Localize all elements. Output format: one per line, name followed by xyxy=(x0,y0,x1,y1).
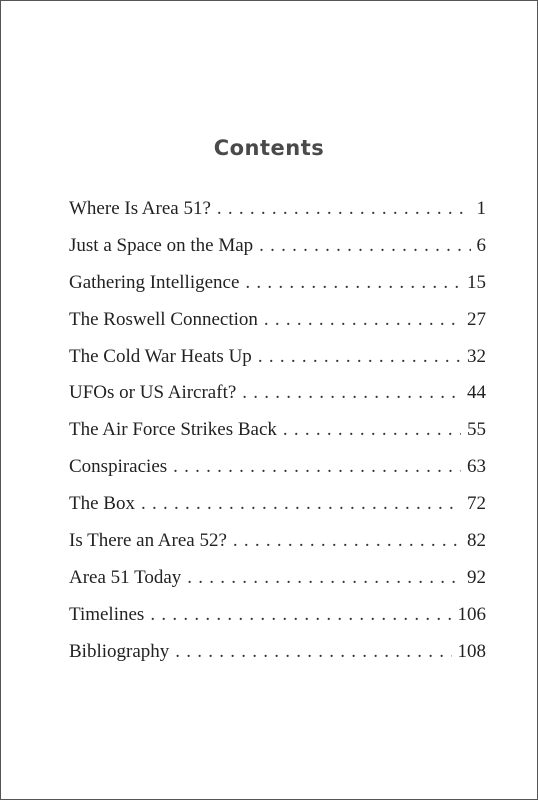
toc-entry-6 xyxy=(69,419,486,456)
toc-entry-page: 44 xyxy=(467,382,486,404)
toc-entry-12 xyxy=(69,641,486,678)
toc-entry-page: 55 xyxy=(467,419,486,441)
toc-entry-title: The Roswell Connection xyxy=(69,308,258,330)
toc-entry-page: 1 xyxy=(476,198,486,219)
contents-heading: Contents xyxy=(213,136,325,160)
toc-entry-title: Conspiracies xyxy=(69,456,168,478)
toc-entry-page: 63 xyxy=(467,456,486,478)
toc-entry-9 xyxy=(69,530,486,567)
toc-entry-title: Gathering Intelligence xyxy=(69,271,240,293)
toc-entry-title: The Air Force Strikes Back xyxy=(69,419,277,441)
toc-entry-7 xyxy=(69,456,486,493)
toc-entry-2 xyxy=(69,272,486,309)
dot-leader xyxy=(217,198,471,220)
toc-entry-5 xyxy=(69,382,486,419)
toc-entry-page: 92 xyxy=(467,566,486,588)
toc-entry-page: 82 xyxy=(467,530,486,552)
dot-leader xyxy=(233,530,461,552)
toc-entry-10 xyxy=(69,567,486,604)
toc-entry-title: The Cold War Heats Up xyxy=(69,345,252,367)
toc-entry-page: 32 xyxy=(467,345,486,367)
toc-entry-page: 72 xyxy=(467,493,486,515)
dot-leader xyxy=(175,641,451,663)
toc-entry-3 xyxy=(69,309,486,346)
dot-leader xyxy=(245,272,461,294)
toc-entry-title: Area 51 Today xyxy=(69,566,182,588)
dot-leader xyxy=(242,382,461,404)
toc-entry-page: 108 xyxy=(457,640,486,662)
toc-entry-title: Bibliography xyxy=(69,640,170,662)
toc-entry-title: Is There an Area 52? xyxy=(69,530,227,552)
toc-entry-0 xyxy=(69,198,486,235)
dot-leader xyxy=(141,493,461,515)
toc-entry-title: The Box xyxy=(69,493,135,515)
toc-entry-title: Just a Space on the Map xyxy=(69,234,254,256)
dot-leader xyxy=(187,567,461,589)
toc-entry-11 xyxy=(69,604,486,641)
toc-entry-1 xyxy=(69,235,486,272)
toc-entry-page: 6 xyxy=(476,234,486,256)
table-of-contents xyxy=(69,198,486,678)
dot-leader xyxy=(259,235,470,257)
dot-leader xyxy=(150,604,451,626)
dot-leader xyxy=(173,456,461,478)
toc-entry-title: Timelines xyxy=(69,603,145,625)
toc-entry-page: 27 xyxy=(467,308,486,330)
dot-leader xyxy=(264,309,461,331)
toc-entry-8 xyxy=(69,493,486,530)
dot-leader xyxy=(258,346,461,368)
toc-entry-page: 15 xyxy=(467,271,486,293)
toc-entry-4 xyxy=(69,346,486,383)
dot-leader xyxy=(283,419,461,441)
toc-entry-page: 106 xyxy=(457,603,486,625)
toc-entry-title: UFOs or US Aircraft? xyxy=(69,382,237,404)
toc-entry-title: Where Is Area 51? xyxy=(69,198,211,219)
